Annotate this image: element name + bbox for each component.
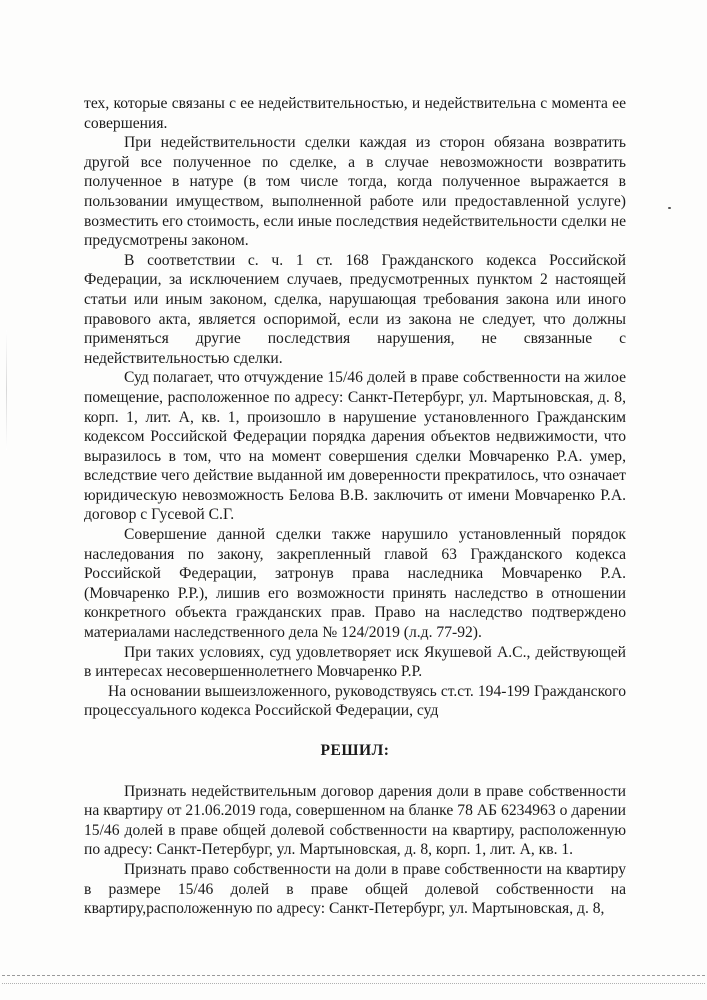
paragraph-court-findings: Суд полагает, что отчуждение 15/46 долей в праве собственности на жилое помещение, расположенное по адресу: Санкт-Петербург, ул. Мартыновская, д. 8, корп. 1, лит. А, кв. 1, произошло в нарушение установленного Гражданским кодексом Российской Федерации порядка дарения объектов недвижимости, что выразилось в том, что на момент совершения сделки Мовчаренко Р.А. умер, вследствие чего действие выданной им доверенности прекратилось, что означает юридическую невозможность Белова В.В. заключить от имени Мовчаренко Р.А. договор с Гусевой С.Г. [84,369,626,524]
document-body [84,94,626,919]
resolution-item-1: Признать недействительным договор дарения доли в праве собственности на квартиру от 21.06.2019 года, совершенном на бланке 78 АБ 6234963 о дарении 15/46 долей в праве общей долевой собственности на квартиру, расположенную по адресу: Санкт-Петербург, ул. Мартыновская, д. 8, корп. 1, лит. А, кв. 1. [84,782,626,859]
scan-edge-line [2,983,705,984]
paragraph-continuation: тех, которые связаны с ее недействительностью, и недействительна с момента ее совершения. [84,95,626,132]
paragraph-legal-basis: На основании вышеизложенного, руководствуясь ст.ст. 194-199 Гражданского процессуального кодекса Российской Федерации, суд [84,682,626,720]
scan-edge-line [2,975,705,976]
decision-heading: РЕШИЛ: [320,742,390,759]
paragraph-restitution: При недействительности сделки каждая из сторон обязана возвратить другой все полученное по сделке, а в случае невозможности возвратить полученное в натуре (в том числе тогда, когда полученное выражается в пользовании имуществом, выполненной работе или предоставленной услуге) возместить его стоимость, если иные последствия недействительности сделки не предусмотрены законом. [84,134,626,250]
scan-speck [668,207,671,209]
resolution-item-2: Признать право собственности на доли в праве собственности на квартиру в размере 15/46 долей в праве общей долевой собственности на квартиру,расположенную по адресу: Санкт-Петербург, ул. Мартыновская, д. 8, [84,860,626,918]
paragraph-claim-granted: При таких условиях, суд удовлетворяет иск Якушевой А.С., действующей в интересах несовершеннолетнего Мовчаренко Р.Р. [84,643,626,681]
scan-margin-shadow [6,330,7,450]
paragraph-inheritance: Совершение данной сделки также нарушило установленный порядок наследования по закону, закрепленный главой 63 Гражданского кодекса Российской Федерации, затронув права наследника Мовчаренко Р.А. (Мовчаренко Р.Р.), лишив его возможности принять наследство в отношении конкретного объекта гражданских прав. Право на наследство подтверждено материалами наследственного дела № 124/2019 (л.д. 77-92). [84,526,626,642]
paragraph-article-168: В соответствии с. ч. 1 ст. 168 Гражданского кодекса Российской Федерации, за исключением случаев, предусмотренных пунктом 2 настоящей статьи или иным законом, сделка, нарушающая требования закона или иного правового акта, является оспоримой, если из закона не следует, что должны применяться другие последствия нарушения, не связанные с недействительностью сделки. [84,251,626,367]
